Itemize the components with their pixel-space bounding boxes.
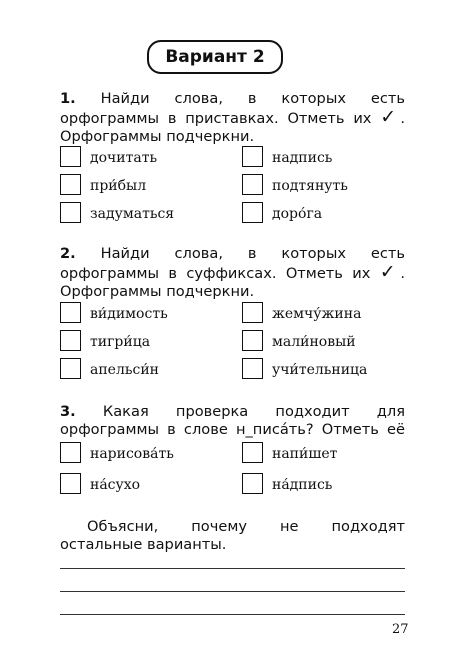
checkbox[interactable] [242,146,263,167]
checkbox[interactable] [242,358,263,379]
checkbox[interactable] [242,302,263,323]
checkbox[interactable] [60,473,81,494]
option-word: тигри́ца [90,334,151,350]
checkbox[interactable] [242,202,263,223]
task-text: . Орфограммы подчеркни. [60,265,406,300]
option-word: на́дпись [272,477,333,493]
option-word: учи́тельница [272,362,368,378]
option-word: дочитать [90,150,158,166]
task-number: 1. [60,90,76,107]
task-2-instruction [60,245,405,301]
checkbox[interactable] [60,174,81,195]
task-text: Какая проверка подходит для орфограммы в слове н_писа́ть? Отметь её [60,403,405,438]
checkbox[interactable] [60,442,81,463]
option-word: нарисова́ть [90,446,174,462]
task-1-instruction [60,90,405,146]
checkbox[interactable] [242,174,263,195]
option-word: мали́новый [272,334,356,350]
checkbox[interactable] [242,330,263,351]
page-number: 27 [392,622,409,637]
checkbox[interactable] [60,202,81,223]
checkbox[interactable] [60,358,81,379]
option-word: ви́димость [90,306,168,322]
checkbox[interactable] [242,473,263,494]
option-word: апельси́н [90,362,159,378]
option-word: на́сухо [90,477,141,493]
option-word: при́был [90,178,147,194]
answer-line[interactable] [60,591,405,592]
answer-line[interactable] [60,568,405,569]
answer-line[interactable] [60,614,405,615]
option-word: напи́шет [272,446,338,462]
option-word: жемчу́жина [272,306,362,322]
task-number: 2. [60,245,76,262]
task-text: Найди слова, в которых есть орфограммы в приставках. Отметь их [60,90,405,127]
checkbox[interactable] [60,146,81,167]
checkmark-icon: ✓ [379,261,401,283]
checkbox[interactable] [60,330,81,351]
task-text: Найди слова, в которых есть орфограммы в суффиксах. Отметь их [60,245,405,282]
explain-instruction: Объясни, почему не подходят остальные варианты. [60,518,405,553]
option-word: доро́га [272,206,323,222]
option-word: подтянуть [272,178,348,194]
task-number: 3. [60,403,76,420]
option-word: надпись [272,150,333,166]
checkbox[interactable] [242,442,263,463]
variant-title: Вариант 2 [147,40,283,74]
checkbox[interactable] [60,302,81,323]
option-word: задуматься [90,206,175,222]
task-text: . Орфограммы подчеркни. [60,110,405,145]
checkmark-icon: ✓ [380,106,401,128]
